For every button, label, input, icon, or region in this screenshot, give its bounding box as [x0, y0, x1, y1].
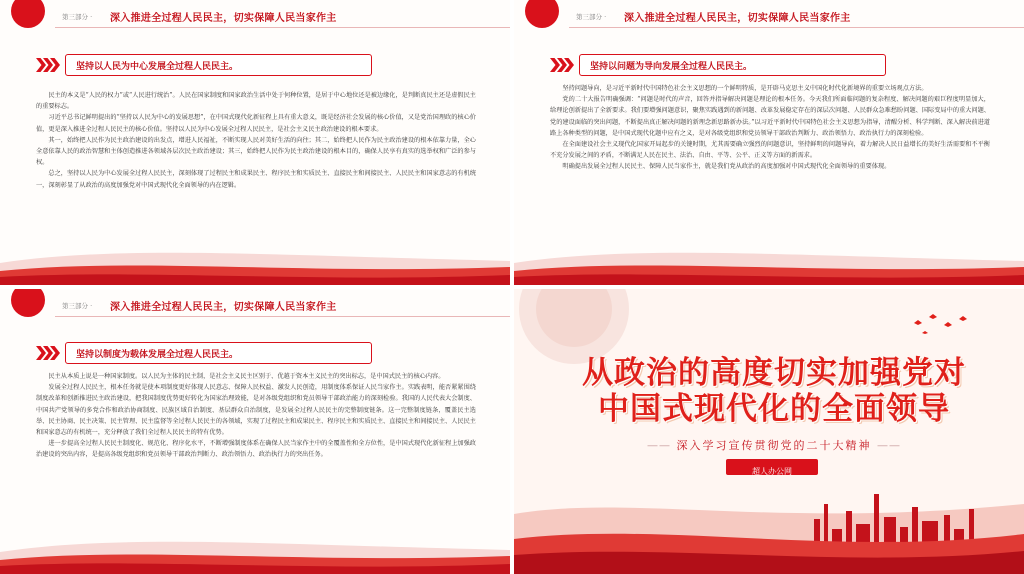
paragraph: 在全面建设社会主义现代化国家开局起步的关键时期，尤其需要确立强烈的问题意识，坚持鲜明的问题导向，着力解决人民日益增长的美好生活需要和不平衡不充分发展之间的矛盾，不断满足人民在民主、法治、自由、平等、公平、正义等方面的新需求。	[550, 141, 990, 160]
paragraph: 其一，始终把人民作为民主政治建设的出发点，增进人民福祉，不断实现人民对美好生活的向往；其二，始终把人民作为民主政治建设的根本依靠力量，全心全意依靠人民的政治智慧和主体创造推进各领域各层次民主政治建设；其三，始终把人民作为民主政治建设的根本目的，确保人民享有真实的选举权和广泛的参与权。	[36, 136, 476, 167]
red-wave-decoration	[514, 225, 1024, 285]
slide-3[interactable]	[0, 289, 510, 574]
paragraph: 明确提出发展全过程人民民主、保障人民当家作主，就是我们党从政治的高度加强对中国式现代化全面领导的重要体现。	[562, 163, 891, 171]
subtitle-box	[65, 342, 372, 364]
body-text	[550, 83, 990, 173]
brand-button[interactable]	[726, 459, 818, 475]
red-circle-decoration	[11, 289, 45, 317]
slide-4-cover[interactable]	[514, 289, 1024, 574]
cover-title-line-1: 从政治的高度切实加强党对	[582, 355, 966, 391]
paragraph: 民主从本质上说是一种国家制度。以人民为主体的民主制，是社会主义民主区别于、优越于资本主义民主的突出标志，是中国式民主的核心内容。	[48, 373, 445, 380]
slide-1[interactable]	[0, 0, 510, 285]
cover-subtitle	[584, 437, 964, 453]
subtitle-text: 坚持以人民为中心发展全过程人民民主。	[76, 62, 239, 72]
paragraph: 民主的本义是“人民的权力”或“人民进行统治”。人民在国家制度和国家政治生活中处于何种位置，是居于中心地位还是被边缘化，是判断真民主还是虚假民主的重要标志。	[36, 92, 476, 111]
section-header: 深入推进全过程人民民主，切实保障人民当家作主	[624, 13, 851, 24]
paragraph: 坚持问题导向，是习近平新时代中国特色社会主义思想的一个鲜明特质，是开辟马克思主义中国化时代化新境界的重要立场观点方法。	[562, 85, 928, 92]
subtitle-box	[65, 54, 372, 76]
paragraph: 习近平总书记鲜明提出的“坚持以人民为中心的发展思想”，在中国式现代化新征程上具有重大意义，既是经济社会发展的核心价值，又是党治国理政的核心价值，更是深入推进全过程人民民主的核心价值。坚持以人民为中心发展全过程人民民主，是社会主义民主政治建设的根本要求。	[36, 114, 476, 133]
paragraph: 党的二十大报告明确强调：“问题是时代的声音，回答并指导解决问题是理论的根本任务。今天我们所面临问题的复杂程度、解决问题的艰巨程度明显加大，给理论创新提出了全新要求。我们要增强问题意识，聚焦实践遇到的新问题、改革发展稳定存在的深层次问题、人民群众急难愁盼问题、国际变局中的重大问题、党的建设面临的突出问题，不断提出真正解决问题的新理念新思路新办法。”以习近平新时代中国特色社会主义思想为指导，清醒分析、科学判断、深入解决前进道路上各种类型的问题，是中国式现代化题中应有之义，是对各级党组织和党员领导干部政治判断力、政治领悟力、政治执行力的深刻检验。	[550, 96, 990, 137]
red-wave-decoration	[0, 514, 510, 574]
red-circle-decoration	[525, 0, 559, 28]
body-text	[36, 371, 476, 461]
part-label: 第三部分 ·	[62, 13, 93, 21]
section-header: 深入推进全过程人民民主，切实保障人民当家作主	[110, 302, 337, 313]
section-header: 深入推进全过程人民民主，切实保障人民当家作主	[110, 13, 337, 24]
dash-right: ——	[877, 439, 901, 452]
cover-title-line-2: 中国式现代化的全面领导	[598, 391, 950, 427]
header-rule	[55, 27, 510, 28]
chevron-arrows-icon	[550, 58, 574, 72]
brand-button-label: 超人办公网	[752, 467, 792, 476]
header-rule	[569, 27, 1024, 28]
cover-background-decoration	[514, 289, 1024, 574]
chevron-arrows-icon	[36, 346, 60, 360]
body-text	[36, 90, 476, 191]
slide-2[interactable]	[514, 0, 1024, 285]
dash-left: ——	[647, 439, 671, 452]
subtitle-box	[579, 54, 886, 76]
cover-subtitle-text: 深入学习宣传贯彻党的二十大精神	[676, 439, 872, 452]
red-wave-decoration	[0, 225, 510, 285]
subtitle-text: 坚持以制度为载体发展全过程人民民主。	[76, 350, 239, 360]
header-rule	[55, 316, 510, 317]
subtitle-text: 坚持以问题为导向发展全过程人民民主。	[590, 62, 753, 72]
part-label: 第三部分 ·	[62, 302, 93, 310]
paragraph: 发展全过程人民民主，根本任务就是使本项制度更好体现人民意志、保障人民权益、激发人民创造，用制度体系保证人民当家作主。实践表明，能否紧紧围绕制度改革和创新推进民主政治建设，把我国制度优势更好转化为国家治理效能，是对各级党组织和党员领导干部政治能力的深刻检验。我国的人民代表大会制度、中国共产党领导的多党合作和政治协商制度、民族区域自治制度、基层群众自治制度，是发展全过程人民民主的完整制度链条。这一完整制度链条，覆盖民主选举、民主协商、民主决策、民主管理、民主监督等全过程人民民主的各领域，实现了过程民主和成果民主、程序民主和实质民主、直接民主和间接民主、人民民主和国家意志的有机统一，充分释放了我们全过程人民民主的特有优势。	[36, 384, 476, 437]
red-circle-decoration	[11, 0, 45, 28]
paragraph: 总之，坚持以人民为中心发展全过程人民民主，深刻体现了过程民主和成果民主、程序民主和实质民主、直接民主和间接民主、人民民主和国家意志的有机统一，深刻彰显了从政治的高度加强党对中国式现代化全面领导的内在逻辑。	[36, 170, 476, 189]
paragraph: 进一步提高全过程人民民主制度化、规范化、程序化水平，不断增强制度体系在确保人民当家作主中的全覆盖性和全方位性，是中国式现代化新征程上加强政治建设的突出内容，是提高各级党组织和党员领导干部政治判断力、政治领悟力、政治执行力的突出任务。	[36, 440, 476, 459]
part-label: 第三部分 ·	[576, 13, 607, 21]
chevron-arrows-icon	[36, 58, 60, 72]
